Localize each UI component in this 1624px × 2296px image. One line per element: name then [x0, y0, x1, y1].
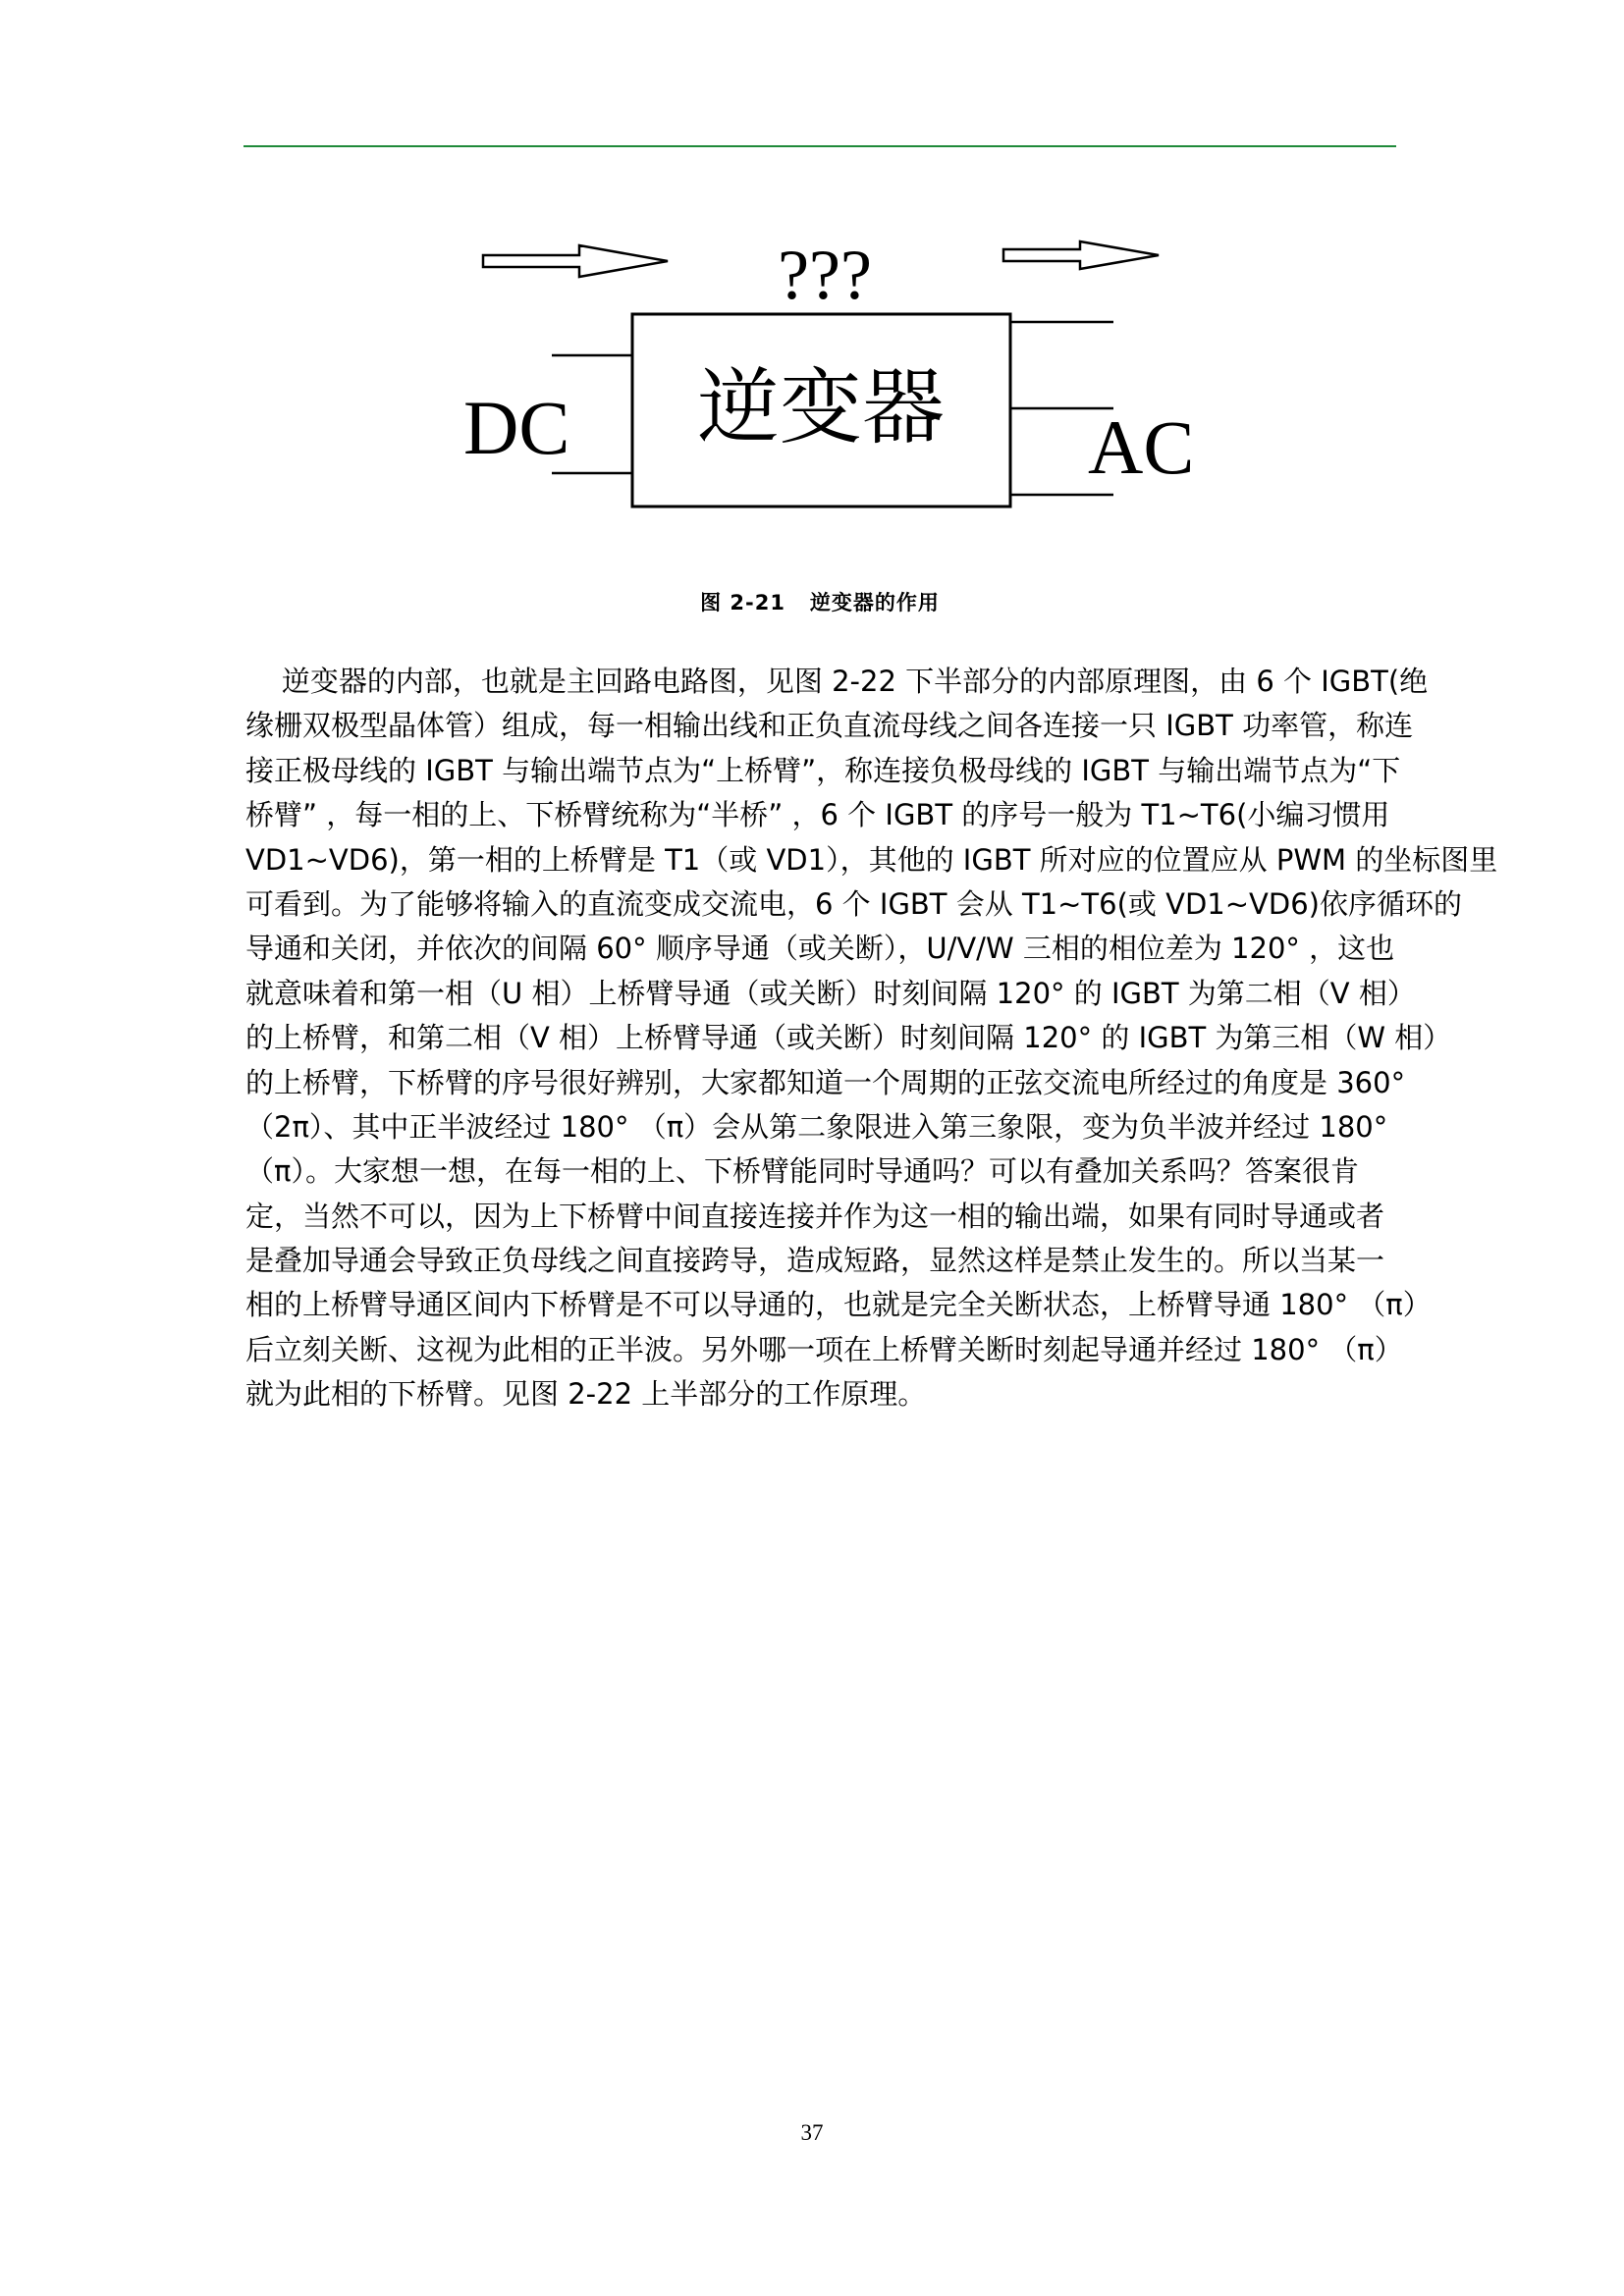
- paragraph-line: 相的上桥臂导通区间内下桥臂是不可以导通的，也就是完全关断状态，上桥臂导通 180° （π）: [245, 1288, 1432, 1322]
- paragraph-line: 就为此相的下桥臂。见图 2-22 上半部分的工作原理。: [245, 1377, 927, 1412]
- paragraph-line: 逆变器的内部，也就是主回路电路图，见图 2-22 下半部分的内部原理图，由 6 个 IGBT(绝: [245, 665, 1429, 698]
- ac-label: AC: [1088, 404, 1195, 490]
- paragraph-line: 定，当然不可以，因为上下桥臂中间直接连接并作为这一相的输出端，如果有同时导通或者: [245, 1199, 1385, 1233]
- input-arrow: [483, 245, 668, 277]
- paragraph-line: 是叠加导通会导致正负母线之间直接跨导，造成短路，显然这样是禁止发生的。所以当某一: [245, 1244, 1385, 1278]
- dc-label: DC: [463, 385, 570, 470]
- paragraph-line: 可看到。为了能够将输入的直流变成交流电，6 个 IGBT 会从 T1~T6(或 VD1~VD6)依序循环的: [245, 886, 1462, 921]
- paragraph-line: 后立刻关断、这视为此相的正半波。另外哪一项在上桥臂关断时刻起导通并经过 180° （π）: [245, 1332, 1403, 1366]
- body-paragraph: [245, 660, 1498, 1417]
- paragraph-line: VD1~VD6)，第一相的上桥臂是 T1（或 VD1），其他的 IGBT 所对应的位置应从 PWM 的坐标图里: [245, 842, 1498, 877]
- paragraph-line: （π）。大家想一想，在每一相的上、下桥臂能同时导通吗？可以有叠加关系吗？答案很肯: [245, 1154, 1359, 1189]
- paragraph-line: 缘栅双极型晶体管）组成，每一相输出线和正负直流母线之间各连接一只 IGBT 功率管，称连: [245, 709, 1414, 743]
- paragraph-line: （2π）、其中正半波经过 180° （π）会从第二象限进入第三象限，变为负半波并经过 180°: [245, 1109, 1388, 1144]
- inverter-diagram: [432, 216, 1218, 540]
- paragraph-line: 的上桥臂，下桥臂的序号很好辨别，大家都知道一个周期的正弦交流电所经过的角度是 360°: [245, 1065, 1406, 1099]
- paragraph-line: 导通和关闭，并依次的间隔 60° 顺序导通（或关断），U/V/W 三相的相位差为 120° ，这也: [245, 932, 1395, 966]
- page-number: 37: [800, 2120, 824, 2145]
- paragraph-line: 接正极母线的 IGBT 与输出端节点为“上桥臂”，称连接负极母线的 IGBT 与输出端节点为“下: [245, 753, 1401, 787]
- paragraph-line: 就意味着和第一相（U 相）上桥臂导通（或关断）时刻间隔 120° 的 IGBT 为第二相（V 相）: [245, 976, 1416, 1010]
- inverter-box-label: 逆变器: [696, 359, 946, 455]
- figure-caption: 图 2-21 逆变器的作用: [700, 591, 940, 614]
- output-arrow: [1003, 241, 1159, 269]
- paragraph-line: 的上桥臂，和第二相（V 相）上桥臂导通（或关断）时刻间隔 120° 的 IGBT 为第三相（W 相）: [245, 1021, 1452, 1055]
- inverter-figure: [432, 216, 1218, 540]
- paragraph-line: 桥臂” ，每一相的上、下桥臂统称为“半桥” ，6 个 IGBT 的序号一般为 T1~T6(小编习惯用: [245, 798, 1390, 832]
- unknown-question-marks: ???: [778, 236, 872, 314]
- header-rule: [244, 145, 1396, 147]
